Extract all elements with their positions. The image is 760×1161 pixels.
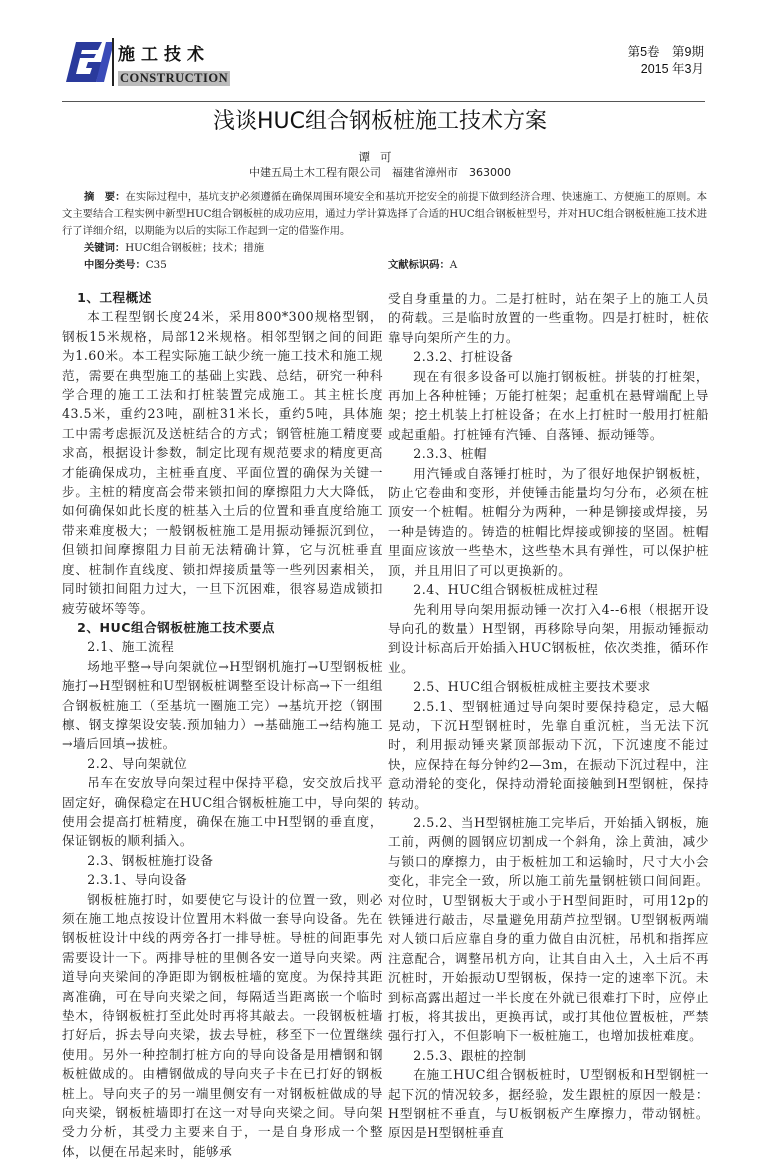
abstract-text: 在实际过程中，基坑支护必须遵循在确保周围环境安全和基坑开挖安全的前提下做到经济合理、快速施工、方便施工的原则。本文主要结合工程实例中新型HUC组合钢板桩的成功应用，通过力学计算选择了合适的HUC组合钢板桩型号，并对HUC组合钢板桩施工技术进行了详细介绍，以期能为以后的实际工作起到一定的借鉴作用。 — [62, 191, 708, 237]
abstract-label: 摘 要： — [84, 191, 126, 203]
body-paragraph: 吊车在安放导向架过程中保持平稳，安交放后找平固定好，确保稳定在HUC组合钢板桩施工中，导向架的使用会提高打桩精度，确保在施工中H型钢的垂直度，保证钢板的顺利插入。 — [62, 775, 383, 849]
volume-issue: 第5卷 第9期 — [627, 45, 704, 59]
author: 谭可 — [358, 150, 402, 164]
journal-name-cn: 施工技术 — [118, 45, 210, 65]
body-paragraph: 2.5.1、型钢桩通过导向架时要保持稳定，忌大幅晃动，下沉H型钢桩时，先靠自重沉桩，当无法下沉时，利用振动锤夹紧顶部振动下沉，下沉速度不能过快，应保持在每分钟约2—3m，在振动下沉过程中，注意动滑轮的变化，保持动滑轮面接触到H型钢桩，保持转动。 — [388, 698, 709, 811]
section-heading: 2、HUC组合钢板桩施工技术要点 — [77, 619, 276, 635]
subsection-heading: 2.3.3、桩帽 — [413, 446, 488, 462]
affiliation: 中建五局土木工程有限公司 福建省漳州市 363000 — [249, 166, 511, 179]
body-paragraph: 2.5.2、当H型钢桩施工完毕后，开始插入钢板，施工前，两侧的圆钢应切割成一个斜角，涂上黄油，减少与锁口的摩擦力，由于板桩加工和运输时，尺寸大小会变化，非完全一致，所以施工前先量钢桩锁口间间距。对位时，U型钢板大于或小于H型间距时，可用12p的铁锤进行敲击，尽量避免用葫芦拉型钢。U型钢板两端对人锁口后应靠自身的重力做自由沉桩，吊机和指挥应注意配合，调整吊机方向，让其自由入土，入土后不再沉桩时，开始振动U型钢板，保持一定的速率下沉。未到标高露出超过一半长度在外就已很难打下时，应停止打板，将其拔出，更换再试，或打其他位置板桩，严禁强行打入，不但影响下一板桩施工，也增加拔桩难度。 — [388, 814, 709, 1044]
subsection-heading: 2.2、导向架就位 — [87, 755, 188, 771]
body-column-left — [62, 288, 383, 1161]
journal-brand — [112, 38, 230, 86]
body-paragraph: 钢板桩施打时，如要使它与设计的位置一致，则必须在施工地点按设计位置用木料做一套导向设备。先在钢板桩设计中线的两旁各打一排导桩。导桩的间距事先需要设计一下。两排导桩的里侧各安一道导向夹梁。两道导向夹梁间的净距即为钢板桩墙的宽度。为保持其距离准确，可在导向夹梁之间，每隔适当距离嵌一个临时垫木，待钢板桩打至此处时再将其敲去。一段钢板桩墙打好后，拆去导向夹梁，拔去导桩，移至下一位置继续使用。另外一种控制打桩方向的导向设备是用槽钢和钢板桩做成的。由槽钢做成的导向夹子卡在已打好的钢板桩上。导向夹子的另一端里侧安有一对钢板桩做成的导向夹梁，钢板桩墙即打在这一对导向夹梁之间。导向架受力分析，其受力主要来自于，一是自身形成一个整体，以便在吊起来时，能够承 — [62, 891, 383, 1159]
document-code-label: 文献标识码： — [388, 259, 450, 271]
subsection-heading: 2.3、钢板桩施打设备 — [87, 852, 214, 868]
subsection-heading: 2.5.3、跟桩的控制 — [413, 1047, 527, 1063]
paper-title: 浅谈HUC组合钢板桩施工技术方案 — [212, 109, 547, 134]
journal-name-en: CONSTRUCTION — [120, 71, 229, 85]
abstract — [62, 189, 707, 240]
body-paragraph: 在施工HUC组合钢板桩时，U型钢板和H型钢桩一起下沉的情况较多，据经验，发生跟桩的原因一般是：H型钢桩不垂直，与U板钢板产生摩擦力，带动钢桩。原因是H型钢桩垂直 — [388, 1067, 709, 1141]
body-paragraph: 现在有很多设备可以施打钢板桩。拼装的打桩架，再加上各种桩锤；万能打桩架；起重机在悬臂端配上导架；挖土机装上打桩设备；在水上打桩时一般用打桩船或起重船。打桩锤有汽锤、自落锤、振动锤等。 — [388, 368, 709, 442]
subsection-heading: 2.5、HUC组合钢板桩成桩主要技术要求 — [413, 679, 651, 695]
body-paragraph: 场地平整→导向架就位→H型钢机施打→U型钢板桩施打→H型钢桩和U型钢板桩调整至设计标高→下一组组合钢板桩施工（至基坑一圈施工完）→基坑开挖（钢围檩、钢支撑架设安装.预加轴力）→基础施工→结构施工→墙后回填→拔桩。 — [62, 658, 383, 752]
document-code-value: A — [449, 259, 458, 271]
body-paragraph: 用汽锤或自落锤打桩时，为了很好地保护钢板桩，防止它卷曲和变形，并使锤击能量均匀分布，必须在桩顶安一个桩帽。桩帽分为两种，一种是铆接或焊接，另一种是铸造的。铸造的桩帽比焊接或铆接的坚固。桩帽里面应该放一些垫木，这些垫木具有弹性，可以保护桩顶，并且用旧了可以更换新的。 — [388, 465, 709, 578]
subsection-heading: 2.3.1、导向设备 — [87, 872, 188, 888]
publication-date: 2015 年3月 — [640, 62, 704, 76]
keywords — [84, 239, 264, 254]
body-paragraph: 受自身重量的力。二是打桩时，站在架子上的施工人员的荷载。三是临时放置的一些重物。四是打桩时，桩依靠导向架所产生的力。 — [388, 291, 709, 345]
classification — [84, 256, 167, 271]
section-heading: 1、工程概述 — [77, 290, 152, 305]
body-paragraph: 先利用导向架用振动锤一次打入4--6根（根据开设导向孔的数量）H型钢，再移除导向架，用振动锤振动到设计标高后开始插入HUC钢板桩，依次类推，循环作业。 — [388, 601, 709, 675]
classification-label: 中图分类号： — [84, 259, 146, 271]
keywords-text: HUC组合钢板桩；技术；措施 — [125, 242, 264, 254]
document-code — [388, 256, 457, 271]
subsection-heading: 2.3.2、打桩设备 — [413, 349, 514, 365]
classification-code: C35 — [145, 259, 167, 271]
subsection-heading: 2.1、施工流程 — [87, 639, 175, 655]
header-divider — [62, 101, 705, 102]
body-paragraph: 本工程型钢长度24米，采用800*300规格型钢，钢板15米规格，局部12米规格。相邻型钢之间的间距为1.60米。本工程实际施工缺少统一施工技术和施工规范，需要在典型施工的基础上实践、总结，研究一种科学合理的施工工法和打桩装置完成施工。其主桩长度43.5米，重约23吨，副桩31米长，重约5吨，具体施工中需考虑振沉及送桩结合的方式；钢管桩施工精度要求高，根据设计参数，制定比现有规范要求的精度更高才能确保成功，主桩垂直度、平面位置的确保为关键一步。主桩的精度高会带来锁扣间的摩擦阻力大大降低，如何确保如此长度的桩基入土后的位置和垂直度给施工带来难度极大；一般钢板桩施工是用振动锤振沉到位，但锁扣间摩擦阻力目前无法精确计算，它与沉桩垂直度、桩制作直线度、锁扣焊接质量等一些列因素相关，同时锁扣间阻力过大，一旦下沉困难，很容易造成锁扣疲劳破坏等等。 — [62, 309, 383, 616]
issue-info — [628, 44, 704, 78]
body-column-right — [388, 289, 709, 1143]
subsection-heading: 2.4、HUC组合钢板桩成桩过程 — [413, 582, 599, 598]
keywords-label: 关键词： — [84, 242, 126, 254]
